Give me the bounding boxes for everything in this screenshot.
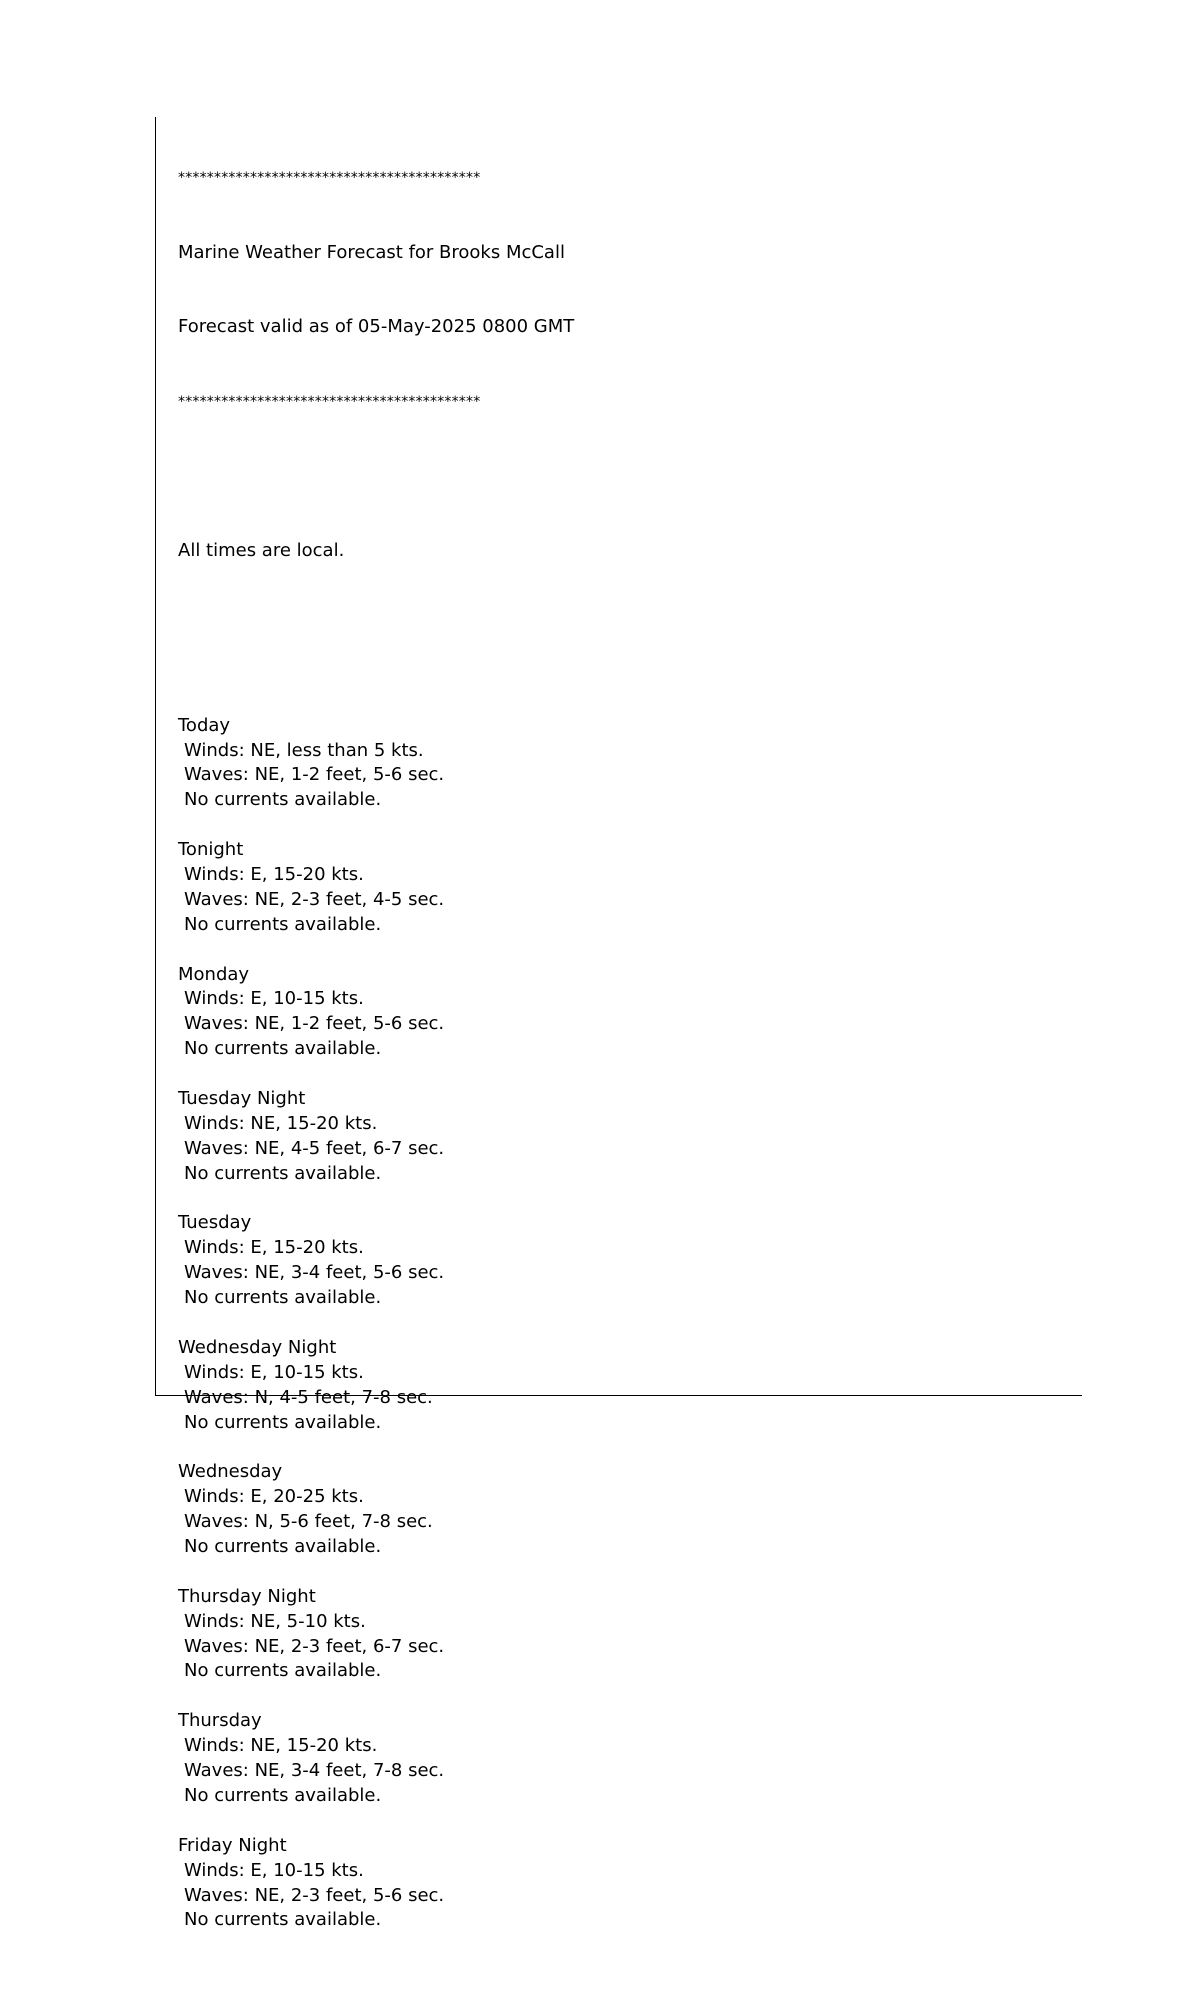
frame-left-border [155,117,156,1395]
period-winds: Winds: E, 10-15 kts. [184,1859,364,1881]
forecast-period [178,1460,1078,1584]
spacer [178,614,1078,639]
period-name: Monday [178,963,250,985]
period-waves: Waves: NE, 3-4 feet, 5-6 sec. [184,1262,445,1284]
period-winds: Winds: NE, 15-20 kts. [184,1735,378,1757]
spacer [178,465,1078,490]
spacer [178,1435,1078,1460]
forecast-period [178,963,1078,1087]
period-waves: Waves: NE, 4-5 feet, 6-7 sec. [184,1137,445,1159]
spacer [178,1062,1078,1087]
period-waves: Waves: NE, 3-4 feet, 7-8 sec. [184,1760,445,1782]
period-name: Tuesday [178,1212,252,1234]
period-winds: Winds: NE, less than 5 kts. [184,739,424,761]
forecast-period [178,838,1078,962]
forecast-period [178,1087,1078,1211]
period-currents: No currents available. [184,913,382,935]
forecast-periods [178,714,1078,1959]
stars-top: ****************************************** [178,169,481,186]
spacer [178,938,1078,963]
spacer [178,1684,1078,1709]
forecast-period [178,1834,1078,1958]
period-currents: No currents available. [184,1784,382,1806]
period-name: Today [178,714,231,736]
forecast-period [178,1336,1078,1460]
stars-bottom: ****************************************** [178,393,481,410]
spacer [178,1933,1078,1958]
spacer [178,1311,1078,1336]
period-winds: Winds: E, 20-25 kts. [184,1486,364,1508]
period-currents: No currents available. [184,1162,382,1184]
forecast-text [178,116,1078,2008]
period-waves: Waves: N, 4-5 feet, 7-8 sec. [184,1386,433,1408]
period-currents: No currents available. [184,1909,382,1931]
period-winds: Winds: E, 15-20 kts. [184,1237,364,1259]
period-waves: Waves: NE, 2-3 feet, 6-7 sec. [184,1635,445,1657]
period-waves: Waves: N, 5-6 feet, 7-8 sec. [184,1511,433,1533]
spacer [178,1187,1078,1212]
period-name: Friday Night [178,1834,287,1856]
spacer [178,1560,1078,1585]
forecast-period [178,1211,1078,1335]
period-name: Wednesday [178,1461,283,1483]
period-winds: Winds: E, 10-15 kts. [184,988,364,1010]
period-waves: Waves: NE, 1-2 feet, 5-6 sec. [184,764,445,786]
period-currents: No currents available. [184,1536,382,1558]
spacer [178,1809,1078,1834]
period-name: Wednesday Night [178,1336,337,1358]
period-currents: No currents available. [184,1287,382,1309]
period-name: Thursday Night [178,1585,316,1607]
period-name: Thursday [178,1710,262,1732]
forecast-period [178,1585,1078,1709]
spacer [178,813,1078,838]
period-waves: Waves: NE, 1-2 feet, 5-6 sec. [184,1013,445,1035]
period-name: Tonight [178,839,244,861]
period-waves: Waves: NE, 2-3 feet, 4-5 sec. [184,888,445,910]
period-currents: No currents available. [184,1660,382,1682]
period-winds: Winds: E, 15-20 kts. [184,863,364,885]
period-winds: Winds: E, 10-15 kts. [184,1361,364,1383]
period-currents: No currents available. [184,1038,382,1060]
period-waves: Waves: NE, 2-3 feet, 5-6 sec. [184,1884,445,1906]
forecast-period [178,1709,1078,1833]
forecast-period [178,714,1078,838]
period-currents: No currents available. [184,789,382,811]
forecast-title: Marine Weather Forecast for Brooks McCall [178,241,565,263]
period-winds: Winds: NE, 5-10 kts. [184,1610,366,1632]
period-name: Tuesday Night [178,1088,306,1109]
period-currents: No currents available. [184,1411,382,1433]
period-winds: Winds: NE, 15-20 kts. [184,1112,378,1134]
forecast-valid: Forecast valid as of 05-May-2025 0800 GMT [178,316,575,338]
times-note: All times are local. [178,540,345,562]
